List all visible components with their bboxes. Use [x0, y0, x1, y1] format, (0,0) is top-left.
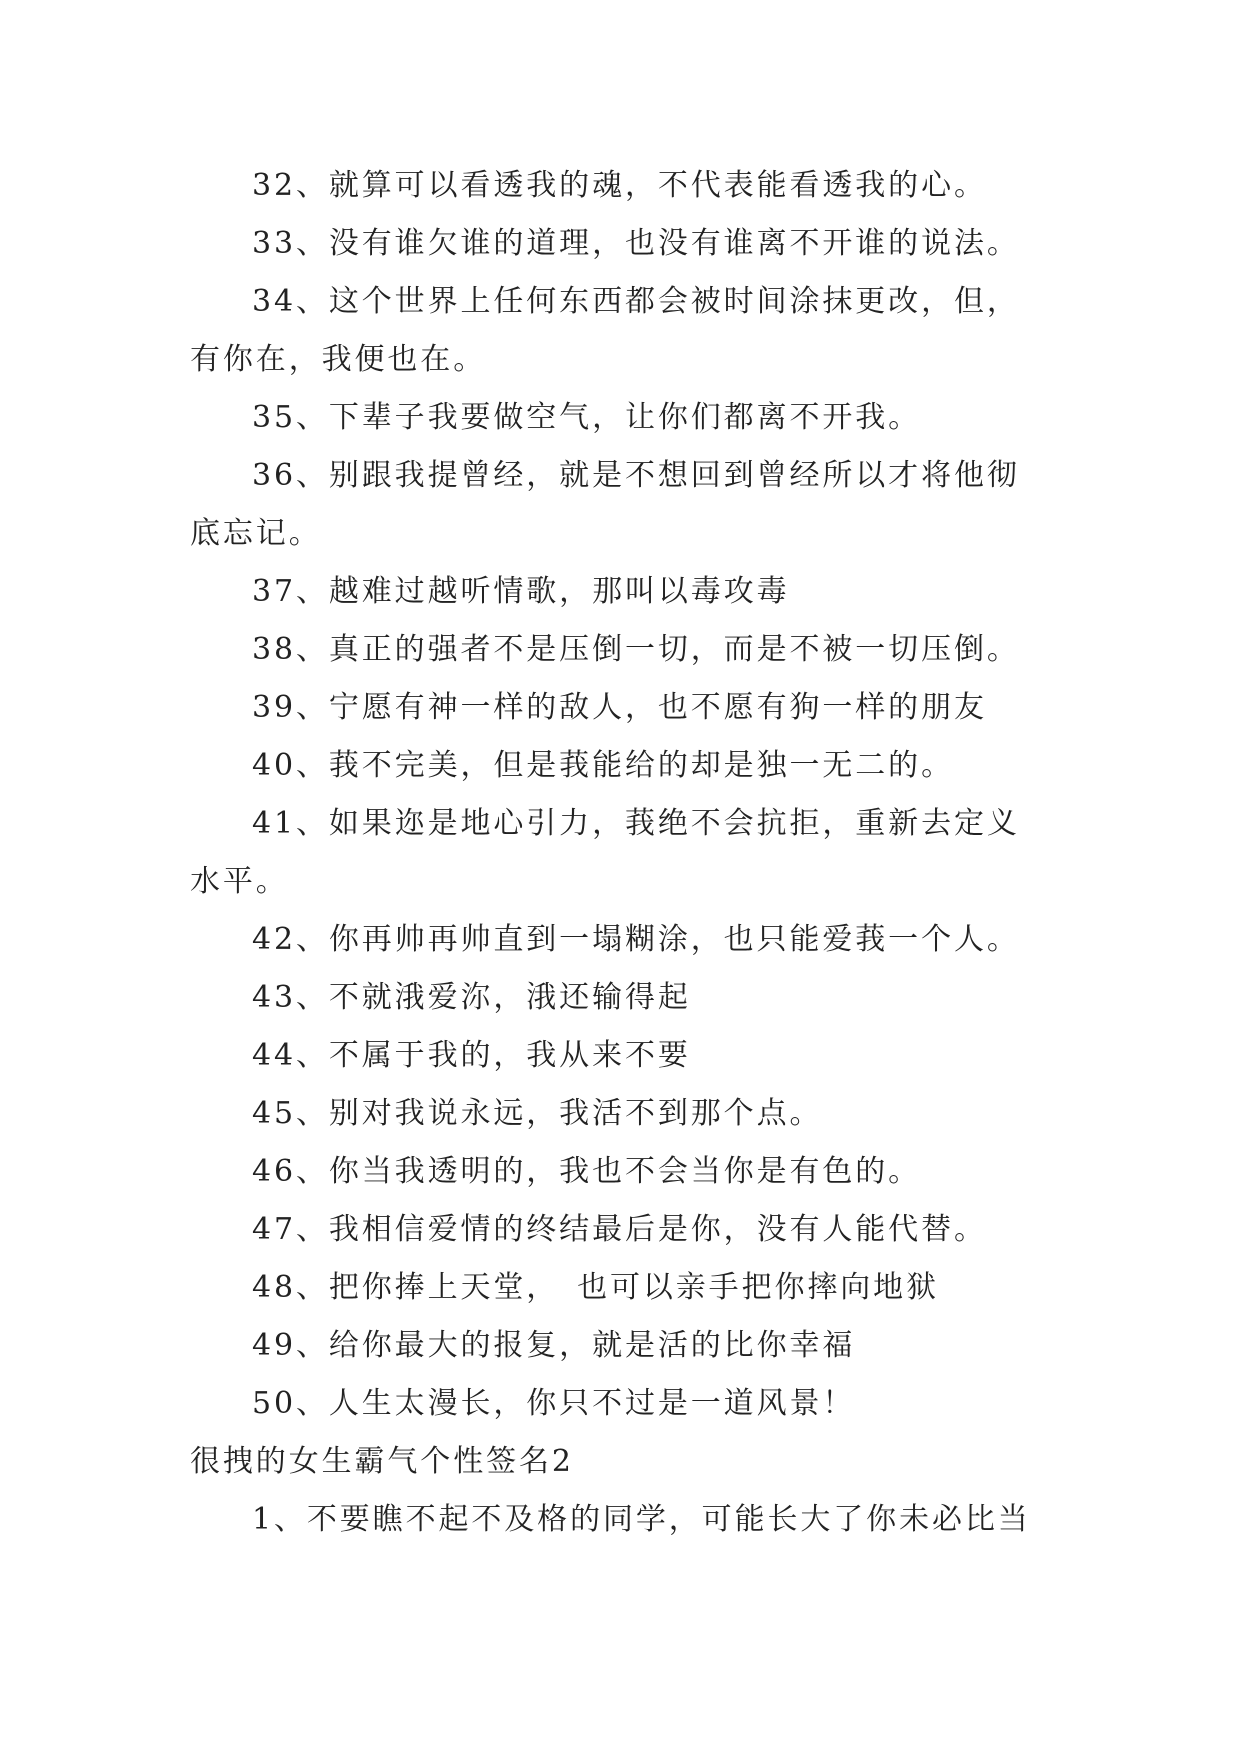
list-item: 36、别跟我提曾经，就是不想回到曾经所以才将他彻底忘记。 [190, 458, 1020, 551]
list-item: 46、你当我透明的，我也不会当你是有色的。 [252, 1154, 922, 1189]
list-item: 42、你再帅再帅直到一塌糊涂，也只能爱莪一个人。 [252, 922, 1020, 957]
list-item: 32、就算可以看透我的魂，不代表能看透我的心。 [252, 168, 987, 203]
list-item: 39、宁愿有神一样的敌人，也不愿有狗一样的朋友 [252, 690, 987, 725]
document-body [190, 157, 1050, 1549]
list-item: 50、人生太漫长，你只不过是一道风景！ [252, 1386, 856, 1421]
list-item: 37、越难过越听情歌，那叫以毒攻毒 [252, 574, 790, 609]
list-item: 34、这个世界上任何东西都会被时间涂抹更改，但，有你在，我便也在。 [190, 284, 1020, 377]
list-item: 43、不就涐爱沵，涐还输得起 [252, 980, 691, 1015]
list-item: 38、真正的强者不是压倒一切，而是不被一切压倒。 [252, 632, 1020, 667]
list-item: 33、没有谁欠谁的道理，也没有谁离不开谁的说法。 [252, 226, 1020, 261]
list-item: 48、把你捧上天堂， 也可以亲手把你摔向地狱 [252, 1270, 939, 1305]
list-item: 47、我相信爱情的终结最后是你，没有人能代替。 [252, 1212, 987, 1247]
list-item: 45、别对我说永远，我活不到那个点。 [252, 1096, 823, 1131]
list-item: 1、不要瞧不起不及格的同学，可能长大了你未必比当 [252, 1502, 1031, 1537]
list-item: 49、给你最大的报复，就是活的比你幸福 [252, 1328, 856, 1363]
list-item: 40、莪不完美，但是莪能给的却是独一无二的。 [252, 748, 954, 783]
list-item: 41、如果迩是地心引力，莪绝不会抗拒，重新去定义水平。 [190, 806, 1020, 899]
list-item: 44、不属于我的，我从来不要 [252, 1038, 691, 1073]
list-item: 35、下辈子我要做空气，让你们都离不开我。 [252, 400, 922, 435]
section-heading: 很拽的女生霸气个性签名2 [190, 1444, 574, 1479]
